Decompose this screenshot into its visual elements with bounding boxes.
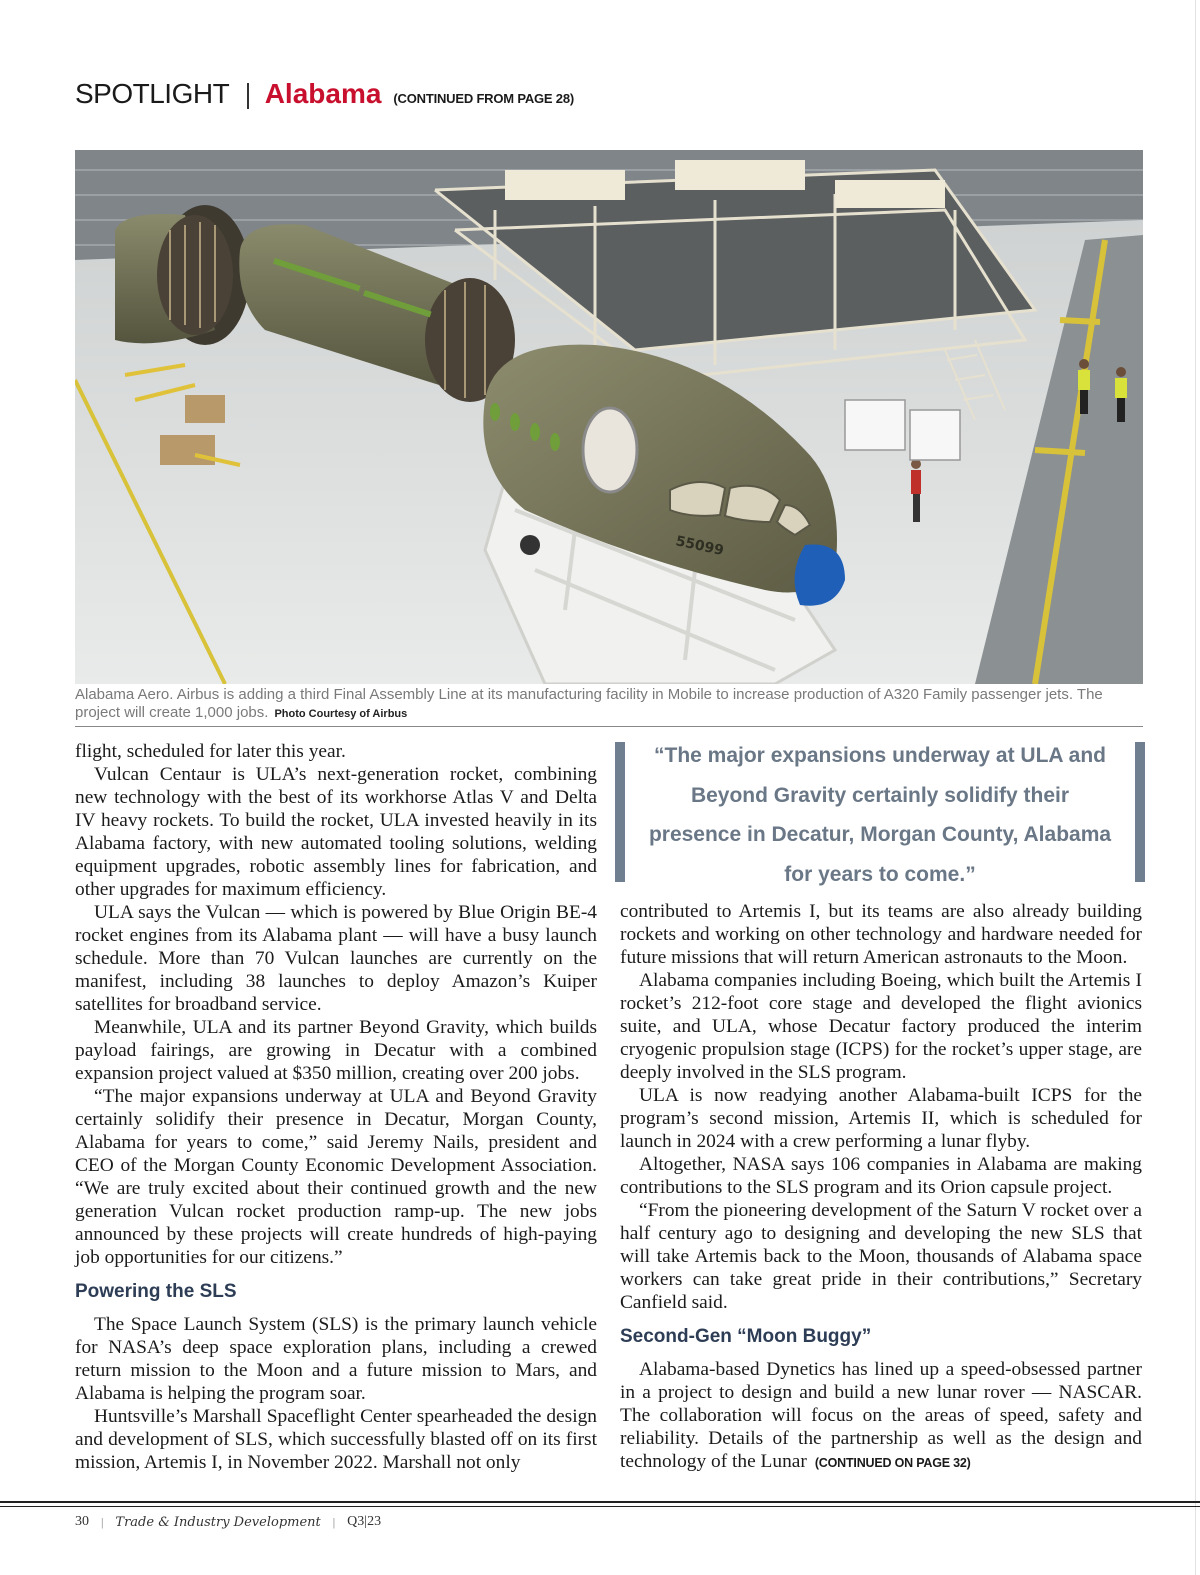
footer-separator: |: [332, 1514, 336, 1529]
continued-on-note: (CONTINUED ON PAGE 32): [814, 1456, 971, 1470]
paragraph: contributed to Artemis I, but its teams are also already building rockets and working on other technology and hardware needed for future missions that will return American astronauts to the Moon.: [620, 901, 1142, 968]
pull-quote-text: “The major expansions underway at ULA and Beyond Gravity certainly solidify their presence in Decatur, Morgan County, Alabama for years to come.”: [648, 744, 1112, 886]
paragraph: ULA says the Vulcan — which is powered by Blue Origin BE-4 rocket engines from its Alabama plant — will have a busy launch schedule. More than 70 Vulcan launches are currently on the manifest, including 38 launches to deploy Amazon’s Kuiper satellites for broadband service.: [75, 902, 597, 1015]
page-number: 30: [75, 1514, 89, 1529]
airbus-factory-photo: [75, 150, 1143, 684]
caption-text: Alabama Aero. Airbus is adding a third Final Assembly Line at its manufacturing facility in Mobile to increase production of A320 Family passenger jets. The project will create 1,000 jobs.: [75, 686, 1103, 721]
pull-quote-bar-left: [615, 742, 625, 882]
paragraph: “The major expansions underway at ULA and Beyond Gravity certainly solidify their presence in Decatur, Morgan County, Alabama for years to come,” said Jeremy Nails, president and CEO of the Morgan County Economic Development Association. “We are truly excited about their continued growth and the new generation Vulcan rocket production ramp-up. The new jobs announced by these projects will create hundreds of high-paying job opportunities for our citizens.”: [75, 1086, 597, 1268]
subheading-moon-buggy: Second-Gen “Moon Buggy”: [620, 1326, 872, 1347]
paragraph-text: Alabama-based Dynetics has lined up a speed-obsessed partner in a project to design and build a new lunar rover — NASCAR. The collaboration will focus on the areas of speed, safety and reliability. Details of the partnership as well as the design and technology of the Lunar: [620, 1359, 1142, 1472]
factory-illustration: [75, 150, 1143, 684]
right-column: [620, 900, 1142, 1475]
continued-from-note: (CONTINUED FROM PAGE 28): [393, 91, 574, 106]
page-footer: [75, 1512, 381, 1532]
paragraph-last: [620, 1358, 1142, 1475]
paragraph: Huntsville’s Marshall Spaceflight Center spearheaded the design and development of SLS, which successfully blasted off on its first mission, Artemis I, in November 2022. Marshall not only: [75, 1406, 597, 1473]
state-title: Alabama: [264, 78, 382, 109]
footer-separator: |: [101, 1514, 104, 1529]
issue-label: Q3|23: [347, 1514, 382, 1529]
pull-quote-bar-right: [1135, 742, 1145, 882]
paragraph: “From the pioneering development of the Saturn V rocket over a half century ago to designing and developing the new SLS that will take Artemis back to the Moon, thousands of Alabama space workers can take great pride in their contributions,” Secretary Canfield said.: [620, 1200, 1142, 1313]
paragraph: flight, scheduled for later this year.: [75, 741, 346, 762]
fuselage-section-rear: [115, 205, 250, 345]
paragraph: Vulcan Centaur is ULA’s next-generation rocket, combining new technology with the best of its workhorse Atlas V and Delta IV heavy rockets. To build the rocket, ULA invested heavily in its Alabama factory, with new automated tooling solutions, welding equipment upgrades, robotic assembly lines for fabrication, and other upgrades for maximum efficiency.: [75, 764, 597, 900]
paragraph: Meanwhile, ULA and its partner Beyond Gravity, which builds payload fairings, are growing in Decatur with a combined expansion project valued at $350 million, creating over 200 jobs.: [75, 1017, 597, 1084]
publication-name: Trade & Industry Development: [115, 1514, 321, 1530]
caption-divider: [75, 726, 1143, 727]
left-column: [75, 740, 597, 1474]
pull-quote: [615, 736, 1145, 884]
footer-rule: [0, 1501, 1200, 1503]
footer-rule-thin: [0, 1506, 1200, 1507]
photo-caption: [75, 686, 1143, 723]
photo-credit: Photo Courtesy of Airbus: [274, 708, 408, 720]
subheading-powering-sls: Powering the SLS: [75, 1281, 237, 1302]
paragraph: ULA is now readying another Alabama-built ICPS for the program’s second mission, Artemis II, which is scheduled for launch in 2024 with a crew performing a lunar flyby.: [620, 1085, 1142, 1152]
paragraph: The Space Launch System (SLS) is the primary launch vehicle for NASA’s deep space exploration plans, including a crewed return mission to the Moon and a future mission to Mars, and Alabama is helping the program soar.: [75, 1314, 597, 1404]
paragraph: Alabama companies including Boeing, which built the Artemis I rocket’s 212-foot core stage and developed the flight avionics suite, and ULA, whose Decatur factory produced the interim cryogenic propulsion stage (ICPS) for the rocket’s upper stage, are deeply involved in the SLS program.: [620, 970, 1142, 1083]
page-edge-line: [1195, 0, 1196, 1575]
section-label: SPOTLIGHT: [75, 78, 230, 109]
fuselage-number: 55099: [674, 533, 726, 560]
section-header: [75, 78, 574, 114]
paragraph: Altogether, NASA says 106 companies in Alabama are making contributions to the SLS program and its Orion capsule project.: [620, 1154, 1142, 1198]
header-divider: [247, 83, 249, 109]
